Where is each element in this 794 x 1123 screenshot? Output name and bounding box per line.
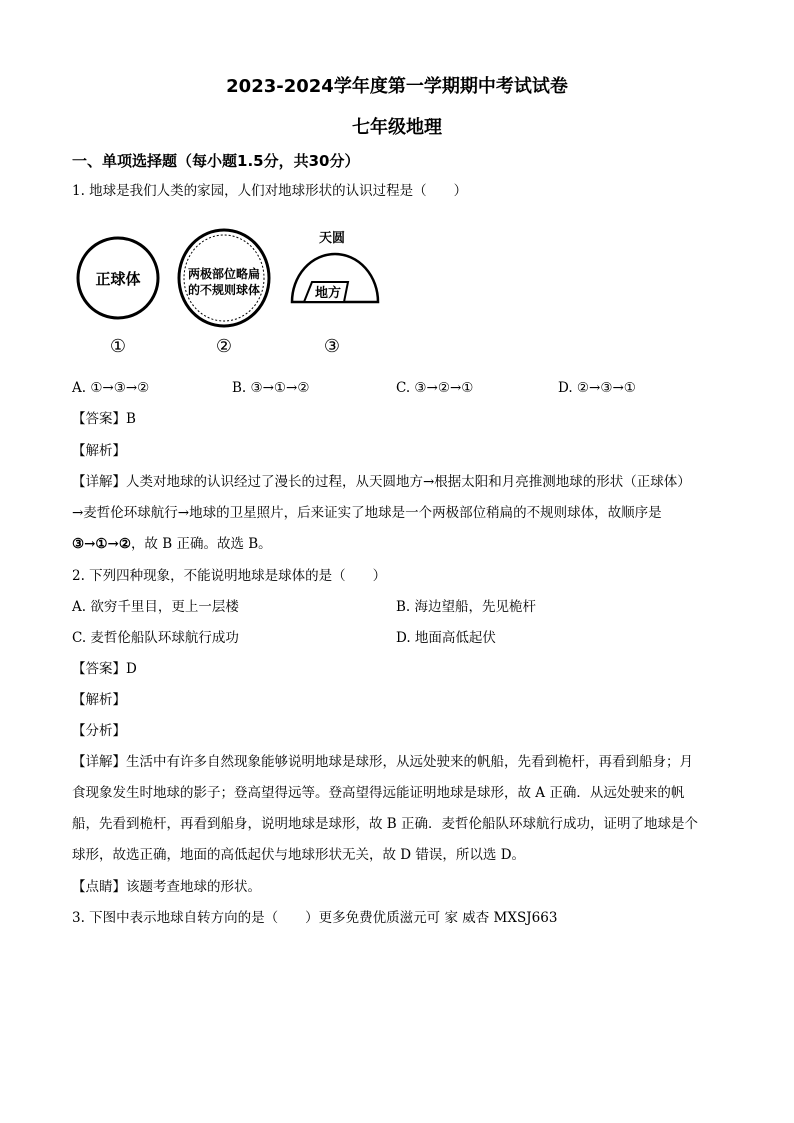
figure-num-3: ③ xyxy=(323,336,341,357)
q1-stem: 1. 地球是我们人类的家园，人们对地球形状的认识过程是（ ） xyxy=(72,183,468,199)
q1-detail-line3: ③→①→②，故 B 正确。故选 B。 xyxy=(72,536,272,552)
q1-option-d: D. ②→③→① xyxy=(558,380,636,396)
section-heading: 一、单项选择题（每小题1.5分，共30分） xyxy=(72,152,360,170)
q1-option-a: A. ①→③→② xyxy=(72,380,150,396)
q3-stem: 3. 下图中表示地球自转方向的是（ ）更多免费优质滋元可 家 威杏 MXSJ663 xyxy=(72,910,558,926)
q2-analysis-tag: 【解析】 xyxy=(72,692,126,708)
q2-option-d: D. 地面高低起伏 xyxy=(396,630,496,646)
q2-option-a: A. 欲穷千里目，更上一层楼 xyxy=(72,599,239,615)
page-subtitle: 七年级地理 xyxy=(352,117,442,138)
shape2-label-line1: 两极部位略扁 xyxy=(187,267,261,281)
q2-comment: 【点睛】该题考查地球的形状。 xyxy=(72,879,261,895)
shape1-label: 正球体 xyxy=(95,270,141,288)
q2-fenxi-tag: 【分析】 xyxy=(72,723,126,739)
figure-num-2: ② xyxy=(215,336,233,357)
shape2-label-line2: 的不规则球体 xyxy=(187,283,261,297)
q2-option-b: B. 海边望船，先见桅杆 xyxy=(396,599,537,615)
q2-stem: 2. 下列四种现象，不能说明地球是球体的是（ ） xyxy=(72,568,387,584)
q1-option-c: C. ③→②→① xyxy=(396,380,474,396)
earth-shape-figure xyxy=(72,222,392,362)
page-title: 2023-2024学年度第一学期期中考试试卷 xyxy=(226,76,568,97)
figure-num-1: ① xyxy=(109,336,127,357)
q1-option-b: B. ③→①→② xyxy=(232,380,310,396)
q2-option-c: C. 麦哲伦船队环球航行成功 xyxy=(72,630,239,646)
q2-detail-line3: 船，先看到桅杆，再看到船身，说明地球是球形，故 B 正确．麦哲伦船队环球航行成功，证明了地球是个 xyxy=(72,816,699,832)
q2-detail-line4: 球形，故选正确，地面的高低起伏与地球形状无关，故 D 错误，所以选 D。 xyxy=(72,847,526,863)
q1-answer: 【答案】B xyxy=(72,411,136,427)
q2-detail-line2: 食现象发生时地球的影子；登高望得远等。登高望得远能证明地球是球形，故 A 正确．从远处驶来的帆 xyxy=(72,785,685,801)
q2-detail-line1: 【详解】生活中有许多自然现象能够说明地球是球形，从远处驶来的帆船，先看到桅杆，再看到船身；月 xyxy=(72,754,693,770)
q1-detail-line2: →麦哲伦环球航行→地球的卫星照片，后来证实了地球是一个两极部位稍扁的不规则球体，故顺序是 xyxy=(72,505,662,521)
shape3-label-top: 天圆 xyxy=(318,231,346,246)
q1-detail-line1: 【详解】人类对地球的认识经过了漫长的过程，从天圆地方→根据太阳和月亮推测地球的形状（正球体） xyxy=(72,474,691,490)
q2-answer: 【答案】D xyxy=(72,661,137,677)
q1-analysis-tag: 【解析】 xyxy=(72,443,126,459)
shape3-label-bottom: 地方 xyxy=(314,286,342,301)
